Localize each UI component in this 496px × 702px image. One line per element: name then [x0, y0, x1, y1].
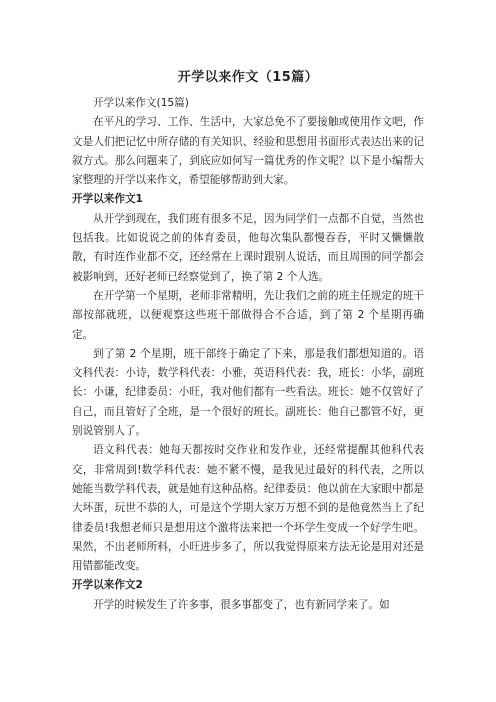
paragraph: 从开学到现在，我们班有很多不足，因为同学们一点都不自觉，当然也包括我。比如说说之前的体育委员，他每次集队都慢吞吞，平时又懒懒散散，有时连作业都不交，还经常在上课时跟别人说话，而且周围的同学都会被影响到，还好老师已经察觉到了，换了第 2 个人选。	[72, 212, 424, 283]
paragraph: 语文科代表：她每天都按时交作业和发作业，还经常提醒其他科代表交，非常周到!数学科代表：她不紧不慢，是我见过最好的科代表，之所以她能当数学科代表，就是她有这种品格。纪律委员：他以前在大家眼中都是大坏蛋，玩世不恭的人，可是这个学期大家万万想不到的是他竟然当上了纪律委员!我想老师只是想用这个激将法来把一个坏学生变成一个好学生吧。果然，不出老师所料，小旺进步多了，所以我觉得原来方法无论是用对还是用错都能改变。	[72, 444, 424, 573]
document-body	[72, 94, 424, 615]
paragraph-intro: 在平凡的学习、工作、生活中，大家总免不了要接触或使用作文吧，作文是人们把记忆中所存储的有关知识、经验和思想用书面形式表达出来的记叙方式。那么问题来了，到底应如何写一篇优秀的作文呢？以下是小编帮大家整理的开学以来作文，希望能够帮助到大家。	[72, 116, 424, 187]
paragraph: 在开学第一个星期，老师非常精明，先让我们之前的班主任规定的班干部按部就班，以便观察这些班干部做得合不合适，到了第 2 个星期再确定。	[72, 289, 424, 341]
document-title: 开学以来作文（15篇）	[177, 70, 319, 85]
paragraph-intro-title: 开学以来作文(15篇)	[93, 97, 189, 109]
section-heading-1: 开学以来作文1	[72, 193, 143, 206]
section-heading-2: 开学以来作文2	[72, 579, 143, 592]
paragraph: 开学的时候发生了许多事，很多事都变了，也有新同学来了。如	[93, 598, 390, 611]
paragraph: 到了第 2 个星期，班干部终于确定了下来，那是我们都想知道的。语文科代表：小诗，数学科代表：小雅，英语科代表：我，班长：小华，副班长：小谦，纪律委员：小旺，我对他们都有一些看法。班长：她不仅管好了自己，而且管好了全班，是一个很好的班长。副班长：他自己都管不好，更别说管别人了。	[72, 347, 424, 438]
